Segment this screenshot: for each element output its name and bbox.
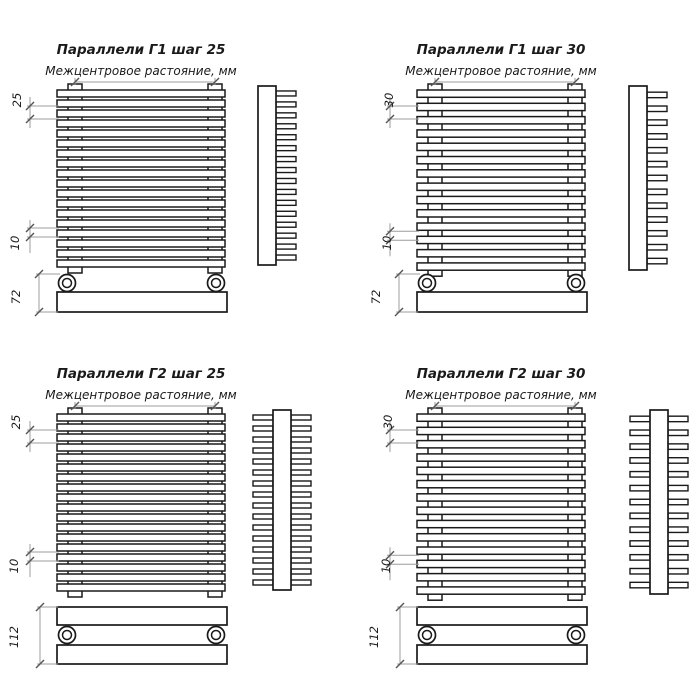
diagram-title: Параллели Г2 шаг 30 [416, 366, 586, 382]
depth-dimension-label: 112 [367, 626, 381, 648]
depth-dimension-label: 72 [369, 289, 383, 305]
pitch-dimension-label: 30 [382, 92, 396, 108]
gap-dimension-label: 10 [379, 558, 393, 574]
front-view [57, 408, 225, 597]
diagram-title: Параллели Г1 шаг 25 [56, 42, 226, 58]
front-view [57, 84, 225, 273]
center-distance-caption: Межцентровое растояние, мм [405, 64, 597, 78]
gap-dimension-label: 10 [7, 558, 21, 574]
depth-dimension-label: 112 [7, 626, 21, 648]
diagram-title: Параллели Г1 шаг 30 [416, 42, 586, 58]
diagram-g2-shag-25 [7, 366, 311, 668]
side-view [253, 410, 311, 590]
center-distance-caption: Межцентровое растояние, мм [45, 388, 237, 402]
diagram-g1-shag-25 [8, 42, 296, 316]
pitch-dimension-label: 30 [381, 414, 395, 430]
diagram-g1-shag-30 [369, 42, 667, 316]
bottom-view [417, 275, 587, 313]
center-distance-caption: Межцентровое растояние, мм [405, 388, 597, 402]
front-view [417, 84, 585, 276]
pitch-dimension-label: 25 [10, 92, 24, 108]
front-view [417, 408, 585, 600]
center-distance-caption: Межцентровое растояние, мм [45, 64, 237, 78]
bottom-view [417, 607, 587, 664]
gap-dimension-label: 10 [380, 235, 394, 251]
pitch-dimension-label: 25 [9, 414, 23, 430]
side-view [258, 86, 296, 265]
side-view [630, 410, 688, 594]
bottom-view [57, 607, 227, 664]
bottom-view [57, 275, 227, 313]
side-view [629, 86, 667, 270]
depth-dimension-label: 72 [9, 289, 23, 305]
gap-dimension-label: 10 [8, 235, 22, 251]
diagram-g2-shag-30 [367, 366, 688, 668]
diagram-title: Параллели Г2 шаг 25 [56, 366, 226, 382]
